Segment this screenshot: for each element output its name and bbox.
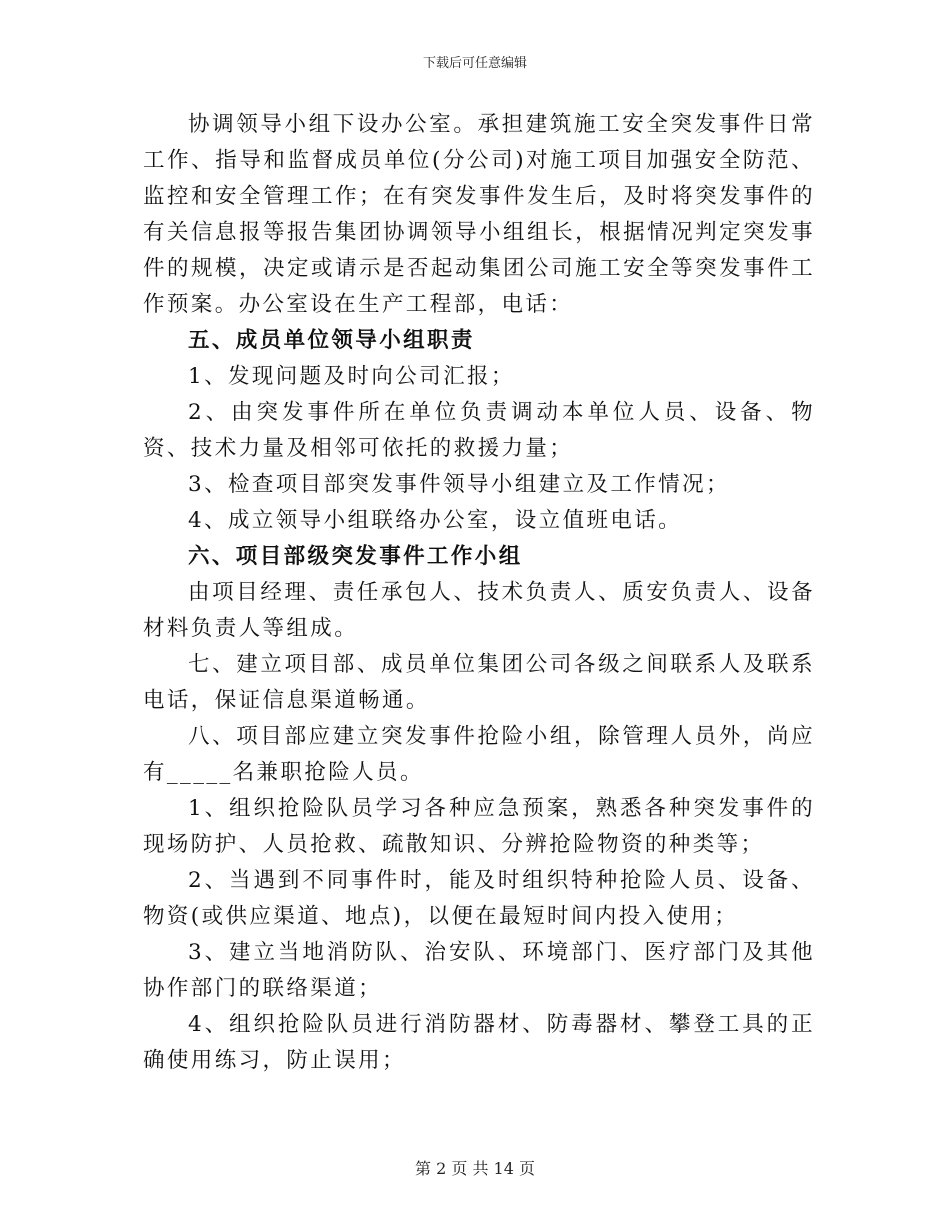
body-paragraph: 3、检查项目部突发事件领导小组建立及工作情况； xyxy=(188,472,730,497)
document-body xyxy=(143,107,815,1079)
section-heading: 五、成员单位领导小组职责 xyxy=(188,328,475,353)
section-heading: 六、项目部级突发事件工作小组 xyxy=(188,544,523,569)
body-paragraph: 由项目经理、责任承包人、技术负责人、质安负责人、设备材料负责人等组成。 xyxy=(143,580,815,641)
page-number-footer: 第 2 页 共 14 页 xyxy=(415,1159,535,1178)
body-paragraph: 2、由突发事件所在单位负责调动本单位人员、设备、物资、技术力量及相邻可依托的救援力量； xyxy=(143,400,815,461)
body-paragraph: 协调领导小组下设办公室。承担建筑施工安全突发事件日常工作、指导和监督成员单位(分公司)对施工项目加强安全防范、监控和安全管理工作；在有突发事件发生后，及时将突发事件的有关信息报等报告集团协调领导小组组长，根据情况判定突发事件的规模，决定或请示是否起动集团公司施工安全等突发事件工作预案。办公室设在生产工程部，电话： xyxy=(143,112,815,317)
body-paragraph: 1、组织抢险队员学习各种应急预案，熟悉各种突发事件的现场防护、人员抢救、疏散知识、分辨抢险物资的种类等； xyxy=(143,796,815,857)
body-paragraph: 2、当遇到不同事件时，能及时组织特种抢险人员、设备、物资(或供应渠道、地点)，以便在最短时间内投入使用； xyxy=(143,868,815,929)
body-paragraph: 3、建立当地消防队、治安队、环境部门、医疗部门及其他协作部门的联络渠道； xyxy=(143,940,815,1001)
body-paragraph: 4、组织抢险队员进行消防器材、防毒器材、攀登工具的正确使用练习，防止误用； xyxy=(143,1012,815,1073)
body-paragraph: 4、成立领导小组联络办公室，设立值班电话。 xyxy=(188,508,683,533)
page-header-note: 下载后可任意编辑 xyxy=(422,56,527,71)
body-paragraph: 1、发现问题及时向公司汇报； xyxy=(188,364,515,389)
body-paragraph: 八、项目部应建立突发事件抢险小组，除管理人员外，尚应有_____名兼职抢险人员。 xyxy=(143,724,815,785)
body-paragraph: 七、建立项目部、成员单位集团公司各级之间联系人及联系电话，保证信息渠道畅通。 xyxy=(143,652,815,713)
